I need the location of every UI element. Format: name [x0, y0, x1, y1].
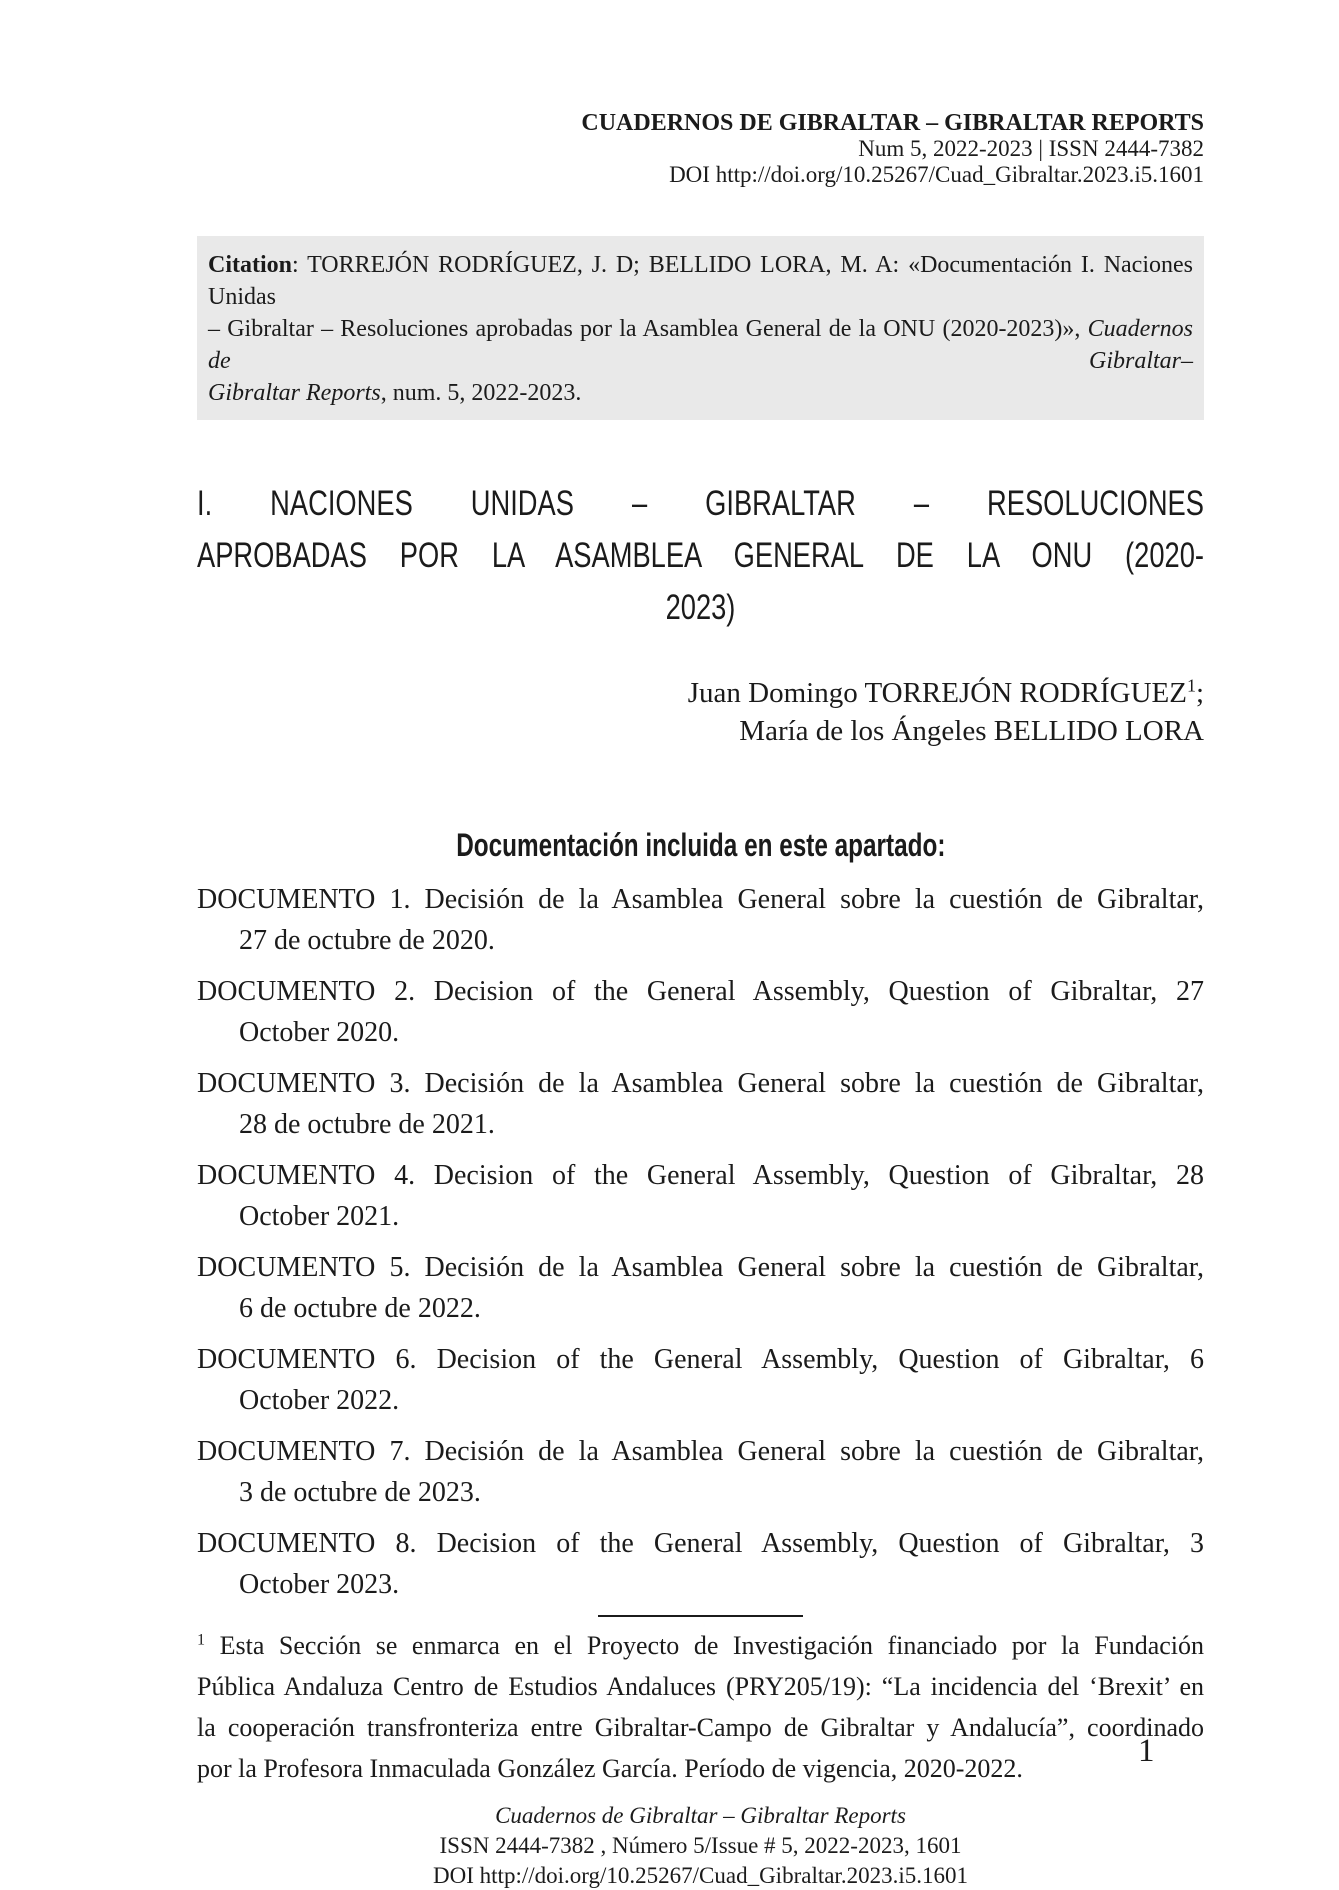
citation-box: [197, 236, 1204, 420]
document-entry-line: DOCUMENTO 3. Decisión de la Asamblea General sobre la cuestión de Gibraltar,: [197, 1068, 1204, 1099]
citation-line: [208, 377, 1193, 409]
footer-issue-line: ISSN 2444-7382 , Número 5/Issue # 5, 2022-2023, 1601: [439, 1833, 962, 1858]
footer-doi-line: DOI http://doi.org/10.25267/Cuad_Gibraltar.2023.i5.1601: [433, 1863, 968, 1888]
page-number: 1: [1138, 1733, 1155, 1769]
document-list: [197, 879, 1204, 1605]
author-line: [197, 674, 1204, 712]
document-entry-line: DOCUMENTO 5. Decisión de la Asamblea General sobre la cuestión de Gibraltar,: [197, 1252, 1204, 1283]
authors-block: [197, 674, 1204, 750]
document-entry-line: 27 de octubre de 2020.: [239, 925, 495, 956]
article-title-line: 2023): [665, 588, 736, 627]
citation-label: Citation: [208, 252, 292, 278]
footnote-line: por la Profesora Inmaculada González García. Período de vigencia, 2020-2022.: [197, 1754, 1023, 1783]
footnote: [197, 1625, 1204, 1789]
document-entry-line: DOCUMENTO 4. Decision of the General Assembly, Question of Gibraltar, 28: [197, 1160, 1204, 1191]
document-entry-line: DOCUMENTO 1. Decisión de la Asamblea General sobre la cuestión de Gibraltar,: [197, 884, 1204, 915]
list-item: [197, 1523, 1204, 1605]
footer-journal-name: Cuadernos de Gibraltar – Gibraltar Reports: [495, 1803, 906, 1828]
document-entry-line: DOCUMENTO 6. Decision of the General Assembly, Question of Gibraltar, 6: [197, 1344, 1204, 1375]
document-entry-line: DOCUMENTO 8. Decision of the General Assembly, Question of Gibraltar, 3: [197, 1528, 1204, 1559]
list-item: [197, 1247, 1204, 1329]
list-item: [197, 879, 1204, 961]
article-title-line: APROBADAS POR LA ASAMBLEA GENERAL DE LA ONU (2020-: [197, 536, 1204, 575]
author-line: [197, 712, 1204, 750]
issue-issn-line: Num 5, 2022-2023 | ISSN 2444-7382: [858, 136, 1204, 161]
page-footer: [197, 1801, 1204, 1890]
document-entry-line: October 2022.: [239, 1385, 400, 1416]
list-item: [197, 1431, 1204, 1513]
footnote-line: Pública Andaluza Centro de Estudios Andaluces (PRY205/19): “La incidencia del ‘Brexit’ en: [197, 1672, 1204, 1701]
list-item: [197, 1063, 1204, 1145]
document-entry-line: 28 de octubre de 2021.: [239, 1109, 495, 1140]
footnote-line: la cooperación transfronteriza entre Gibraltar-Campo de Gibraltar y Andalucía”, coordinado: [197, 1713, 1204, 1742]
author-name: Juan Domingo TORREJÓN RODRÍGUEZ: [687, 677, 1187, 709]
footnote-text: Esta Sección se enmarca en el Proyecto de Investigación financiado por la Fundación: [219, 1631, 1205, 1660]
citation-journal-name: Cuadernos de Gibraltar–: [208, 316, 1193, 374]
document-entry-line: DOCUMENTO 2. Decision of the General Assembly, Question of Gibraltar, 27: [197, 976, 1204, 1007]
header-doi-line: DOI http://doi.org/10.25267/Cuad_Gibraltar.2023.i5.1601: [669, 162, 1204, 187]
journal-header: [197, 110, 1204, 188]
list-item: [197, 1339, 1204, 1421]
footnote-marker: 1: [197, 1631, 206, 1649]
list-item: [197, 1155, 1204, 1237]
citation-text: : TORREJÓN RODRÍGUEZ, J. D; BELLIDO LORA, M. A: «Documentación I. Naciones Unidas: [208, 252, 1193, 310]
author-separator: ;: [1195, 677, 1204, 709]
document-entry-line: DOCUMENTO 7. Decisión de la Asamblea General sobre la cuestión de Gibraltar,: [197, 1436, 1204, 1467]
citation-text: , num. 5, 2022-2023.: [380, 380, 582, 406]
author-footnote-ref: 1: [1186, 675, 1196, 696]
document-entry-line: 6 de octubre de 2022.: [239, 1293, 481, 1324]
document-entry-line: 3 de octubre de 2023.: [239, 1477, 481, 1508]
journal-title: CUADERNOS DE GIBRALTAR – GIBRALTAR REPORTS: [581, 110, 1204, 136]
section-heading-text: Documentación incluida en este apartado:: [455, 827, 946, 863]
citation-line: [208, 313, 1193, 377]
article-title: [197, 478, 1204, 634]
author-name: María de los Ángeles BELLIDO LORA: [739, 715, 1204, 747]
document-entry-line: October 2021.: [239, 1201, 400, 1232]
list-item: [197, 971, 1204, 1053]
citation-line: [208, 249, 1193, 313]
document-entry-line: October 2023.: [239, 1569, 400, 1600]
footnote-line: [197, 1625, 1204, 1666]
footnote-separator: [598, 1615, 803, 1617]
citation-journal-name: Gibraltar Reports: [208, 380, 381, 406]
citation-text: – Gibraltar – Resoluciones aprobadas por la Asamblea General de la ONU (2020-2023)»,: [208, 316, 1088, 342]
text-column: [197, 0, 1204, 1890]
article-title-line: I. NACIONES UNIDAS – GIBRALTAR – RESOLUCIONES: [197, 484, 1204, 523]
section-heading: [197, 828, 1204, 869]
document-entry-line: October 2020.: [239, 1017, 400, 1048]
